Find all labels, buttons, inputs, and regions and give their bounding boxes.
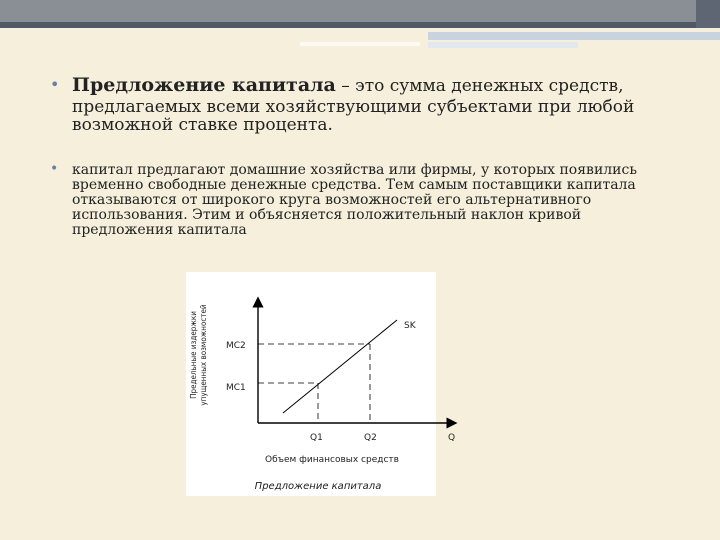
explanation-text: капитал предлагают домашние хозяйства или фирмы, у которых появились временно свободные денежные средства. Тем самым поставщики капитала отказываются от широкого круга возможностей его альтернативного использования. Этим и объясняется положительный наклон кривой предложения капитала: [72, 162, 637, 238]
x-tick-q1: Q1: [310, 433, 323, 443]
curve-label: SK: [404, 321, 416, 331]
supply-curve: [283, 320, 397, 413]
bullet-icon: •: [50, 75, 60, 94]
x-tick-q2: Q2: [364, 433, 377, 443]
diagram-caption: Предложение капитала: [254, 481, 382, 492]
y-axis-label: Предельные издержки упущенных возможностей: [189, 304, 208, 406]
definition-text: предлагаемых всеми хозяйствующими субъектами при любой возможной ставке процента.: [72, 97, 635, 135]
x-axis-end-label: Q: [448, 433, 456, 443]
y-tick-mc1: MC1: [226, 383, 246, 393]
y-tick-mc2: MC2: [226, 341, 246, 351]
definition-term: Предложение капитала: [72, 74, 336, 96]
definition-dash: – это сумма денежных средств,: [335, 76, 624, 96]
x-axis-label: Объем финансовых средств: [265, 455, 399, 465]
bullet-icon: •: [50, 161, 59, 177]
